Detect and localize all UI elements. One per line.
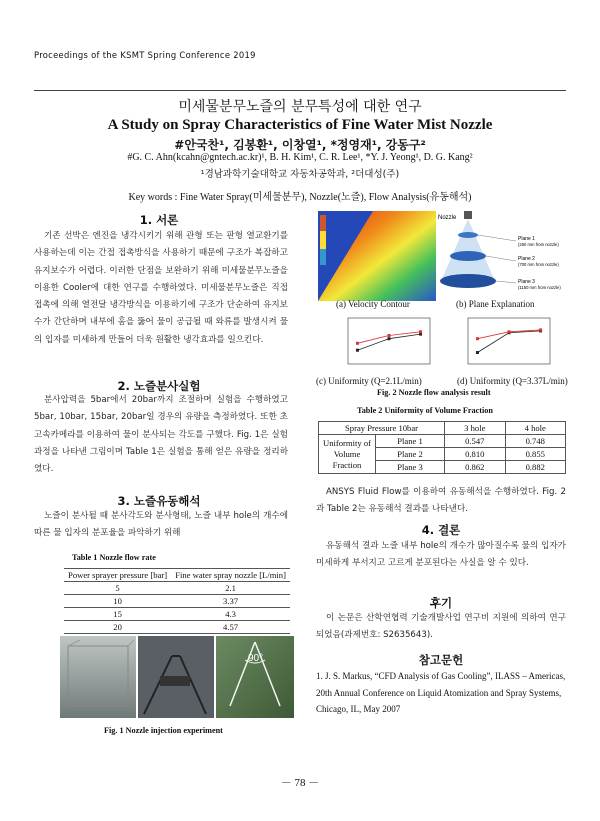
references-heading: 참고문헌 (418, 653, 464, 667)
fig2c-subcaption: (c) Uniformity (Q=2.1L/min) (316, 376, 422, 386)
data-point (388, 334, 391, 337)
experiment-heading: 2. 노즐분사실험 (117, 379, 201, 393)
table-cell: 0.547 (445, 435, 505, 448)
table-row (64, 582, 290, 595)
table-cell: 3.37 (171, 595, 290, 608)
table-cell: 0.882 (505, 461, 565, 474)
table-cell: 0.810 (445, 448, 505, 461)
data-point (356, 342, 359, 345)
flow-heading: 3. 노즐유동해석 (117, 494, 201, 508)
table-row (64, 595, 290, 608)
table-cell: 15 (64, 608, 171, 621)
plane3-label: Plane 3 (518, 279, 535, 285)
plane2-disk (450, 251, 486, 261)
fig2a-subcaption: (a) Velocity Contour (336, 299, 410, 309)
nozzle-label: Nozzle (438, 215, 457, 221)
table-row (64, 608, 290, 621)
table-cell: 0.862 (445, 461, 505, 474)
flow-text: 노즐이 분사될 때 분사각도와 분사형태, 노즐 내부 hole의 개수에 따른 물 입자의 분포율을 파악하기 위해 (34, 511, 288, 539)
table2-caption: Table 2 Uniformity of Volume Fraction (357, 406, 493, 415)
table-row (319, 435, 566, 448)
intro-text: 기존 선박은 엔진을 냉각시키기 위해 관형 또는 판형 열교환기를 사용하는데 이는 간접 접촉방식을 사용하기 때문에 구조가 복잡하고 유지보수가 어렵다. 이러한 단점을 보완하기 위해 미세물분무노즐을 이용한 Cooler에 대한 연구를 수행하였다. 미세물분무노즐은 직접 접촉에 의해 열전달 냉각방식을 이용하기에 구조가 단순하여 유지보수가 간단하며 내부에 홈을 뚫어 물이 공급될 때 와류를 발생시켜 물의 입자를 미세하게 만들어 더욱 원활한 냉각효과를 일으킨다. (34, 231, 288, 345)
chart-plot-area (348, 318, 430, 364)
running-head: Proceedings of the KSMT Spring Conference 2019 (34, 50, 256, 60)
data-point (476, 351, 479, 354)
table1 (64, 568, 290, 634)
plane1-label: Plane 1 (518, 236, 535, 242)
nozzle-icon (464, 211, 472, 219)
reference-item: 1. J. S. Markus, “CFD Analysis of Gas Cooling”, ILASS – Americas, 20th Annual Conference on Liquid Atomization and Spray Systems, Chicago, IL, May 2007 (316, 671, 566, 714)
plane3-dist: (1150 mm from nozzle) (518, 285, 561, 290)
plane2-dist: (700 mm from nozzle) (518, 262, 559, 267)
table-cell: 0.855 (505, 448, 565, 461)
acknowledgement-heading: 후기 (429, 596, 453, 610)
fig2a-velocity-contour (318, 211, 436, 301)
experiment-text: 분사압력을 5bar에서 20bar까지 조절하며 실험을 수행하였고 5bar, 10bar, 15bar, 20bar일 경우의 유량을 측정하였다. 또한 초고속카메라를 이용하여 물이 분사되는 각도를 구했다. Fig. 1은 실험 과정을 나타낸 그림이며 Table 1은 실험을 통해 얻은 유량을 정리하였다. (34, 395, 288, 475)
table2-header-cell: Spray Pressure 10bar (319, 422, 445, 435)
title-english: A Study on Spray Characteristics of Fine Water Mist Nozzle (107, 117, 493, 133)
table-cell: 20 (64, 621, 171, 634)
fig2b-plane-explanation (436, 211, 566, 301)
header-rule (34, 90, 566, 91)
table1-header-cell: Fine water spray nozzle [L/min] (171, 569, 290, 582)
table-cell: Plane 3 (376, 461, 445, 474)
table-cell: 5 (64, 582, 171, 595)
data-point (539, 328, 542, 331)
fig2c-uniformity-chart (334, 312, 436, 372)
table-cell: 10 (64, 595, 171, 608)
data-point (356, 349, 359, 352)
table2-header-cell: 4 hole (505, 422, 565, 435)
table2 (318, 421, 566, 474)
table-cell: 0.748 (505, 435, 565, 448)
plane1-dist: (250 mm from nozzle) (518, 242, 559, 247)
authors-korean: #안국찬¹, 김봉환¹, 이창열¹, *정영재¹, 강동구² (174, 138, 426, 152)
table-cell: 2.1 (171, 582, 290, 595)
fig2b-subcaption: (b) Plane Explanation (456, 299, 535, 309)
affiliation: ¹경남과학기술대학교 자동차공학과, ²더대성(주) (200, 169, 400, 180)
data-point (388, 337, 391, 340)
page-number: － 78 － (280, 777, 320, 789)
flow-text-continued: ANSYS Fluid Flow를 이용하여 유동해석을 수행하였다. Fig. 2과 Table 2는 유동해석 결과를 나타낸다. (316, 487, 566, 515)
chart-plot-area (468, 318, 550, 364)
table-cell: 4.3 (171, 608, 290, 621)
fig1-photo-spray (216, 636, 294, 718)
authors-english: #G. C. Ahn(kcahn@gntech.ac.kr)¹, B. H. Kim¹, C. R. Lee¹, *Y. J. Yeong¹, D. G. Kang² (127, 152, 473, 163)
plane2-label: Plane 2 (518, 256, 535, 262)
table2-header-cell: 3 hole (445, 422, 505, 435)
table1-header-row (64, 569, 290, 582)
table-row (64, 621, 290, 634)
keywords: Key words : Fine Water Spray(미세물분무), Nozzle(노즐), Flow Analysis(유동해석) (128, 192, 472, 203)
table2-header-row (319, 422, 566, 435)
acknowledgement-text: 이 논문은 산학연협력 기술개발사업 연구비 지원에 의하여 연구되었음(과제번호: S2635643). (316, 613, 566, 641)
fig2-caption: Fig. 2 Nozzle flow analysis result (377, 388, 491, 397)
data-point (476, 337, 479, 340)
plane3-disk (440, 274, 496, 288)
fig1-caption: Fig. 1 Nozzle injection experiment (104, 726, 223, 735)
table1-header-cell: Power sprayer pressure [bar] (64, 569, 171, 582)
table2-row-label: Uniformity of Volume Fraction (319, 435, 376, 474)
fig1-photos (60, 636, 294, 718)
intro-heading: 1. 서론 (139, 213, 179, 227)
data-point (508, 330, 511, 333)
fig1-angle-label: 90° (248, 653, 264, 664)
conclusion-text: 유동해석 결과 노즐 내부 hole의 개수가 많아질수록 물의 입자가 미세하게 부서지고 고르게 분포된다는 사실을 알 수 있다. (316, 541, 566, 569)
table-cell: Plane 1 (376, 435, 445, 448)
data-point (419, 330, 422, 333)
title-korean: 미세물분무노즐의 분무특성에 대한 연구 (178, 99, 422, 115)
table1-caption: Table 1 Nozzle flow rate (72, 553, 156, 562)
fig2d-subcaption: (d) Uniformity (Q=3.37L/min) (457, 376, 568, 386)
conclusion-heading: 4. 결론 (421, 523, 461, 537)
table-cell: Plane 2 (376, 448, 445, 461)
plane1-disk (458, 232, 478, 238)
table-cell: 4.57 (171, 621, 290, 634)
fig2d-uniformity-chart (454, 312, 556, 372)
